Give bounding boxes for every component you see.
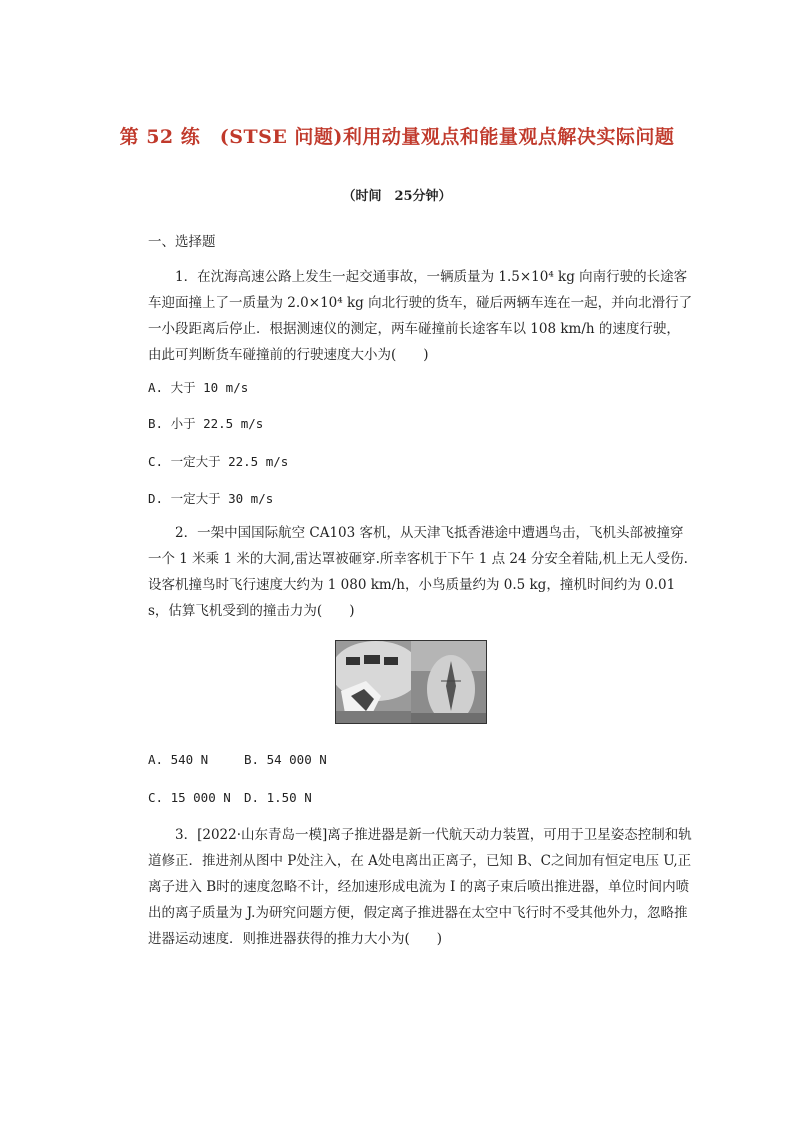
time-limit: （时间 25分钟） xyxy=(342,189,452,204)
q1-option-a: A. 大于 10 m/s xyxy=(148,380,249,395)
q2-option-c: C. 15 000 N xyxy=(148,790,231,805)
q1-option-d: D. 一定大于 30 m/s xyxy=(148,491,274,506)
bird-strike-photo xyxy=(335,640,487,724)
q1-option-c: C. 一定大于 22.5 m/s xyxy=(148,454,289,469)
cockpit-damage-image xyxy=(336,641,411,723)
radome-damage-image xyxy=(411,641,486,723)
question-1-stem: 1．在沈海高速公路上发生一起交通事故，一辆质量为 1.5×10⁴ kg 向南行驶的长途客车迎面撞上了一质量为 2.0×10⁴ kg 向北行驶的货车，碰后两辆车连在一起，并向北滑行了一小段距离后停止．根据测速仪的测定，两车碰撞前长途客车以 108 km/h 的速度行驶，由此可判断货车碰撞前的行驶速度大小为( ) xyxy=(148,269,693,363)
question-3-stem: 3．[2022·山东青岛一模]离子推进器是新一代航天动力装置，可用于卫星姿态控制和轨道修正．推进剂从图中 P处注入，在 A处电离出正离子，已知 B、C之间加有恒定电压 U,正离子进入 B时的速度忽略不计，经加速形成电流为 I 的离子束后喷出推进器，单位时间内喷出的离子质量为 J.为研究问题方便，假定离子推进器在太空中飞行时不受其他外力，忽略推进器运动速度．则推进器获得的推力大小为( ) xyxy=(148,827,692,947)
q2-option-a: A. 540 N xyxy=(148,752,209,767)
q2-option-d: D. 1.50 N xyxy=(244,790,312,805)
q2-option-b: B. 54 000 N xyxy=(244,752,327,767)
page-title: 第 52 练 (STSE 问题)利用动量观点和能量观点解决实际问题 xyxy=(119,126,675,148)
section-heading: 一、选择题 xyxy=(148,234,216,250)
q1-option-b: B. 小于 22.5 m/s xyxy=(148,416,264,431)
question-2-stem: 2．一架中国国际航空 CA103 客机，从天津飞抵香港途中遭遇鸟击，飞机头部被撞穿一个 1 米乘 1 米的大洞,雷达罩被砸穿.所幸客机于下午 1 点 24 分安全着陆,机上无人受伤.设客机撞鸟时飞行速度大约为 1 080 km/h，小鸟质量约为 0.5 kg，撞机时间约为 0.01 s，估算飞机受到的撞击力为( ) xyxy=(148,525,688,619)
